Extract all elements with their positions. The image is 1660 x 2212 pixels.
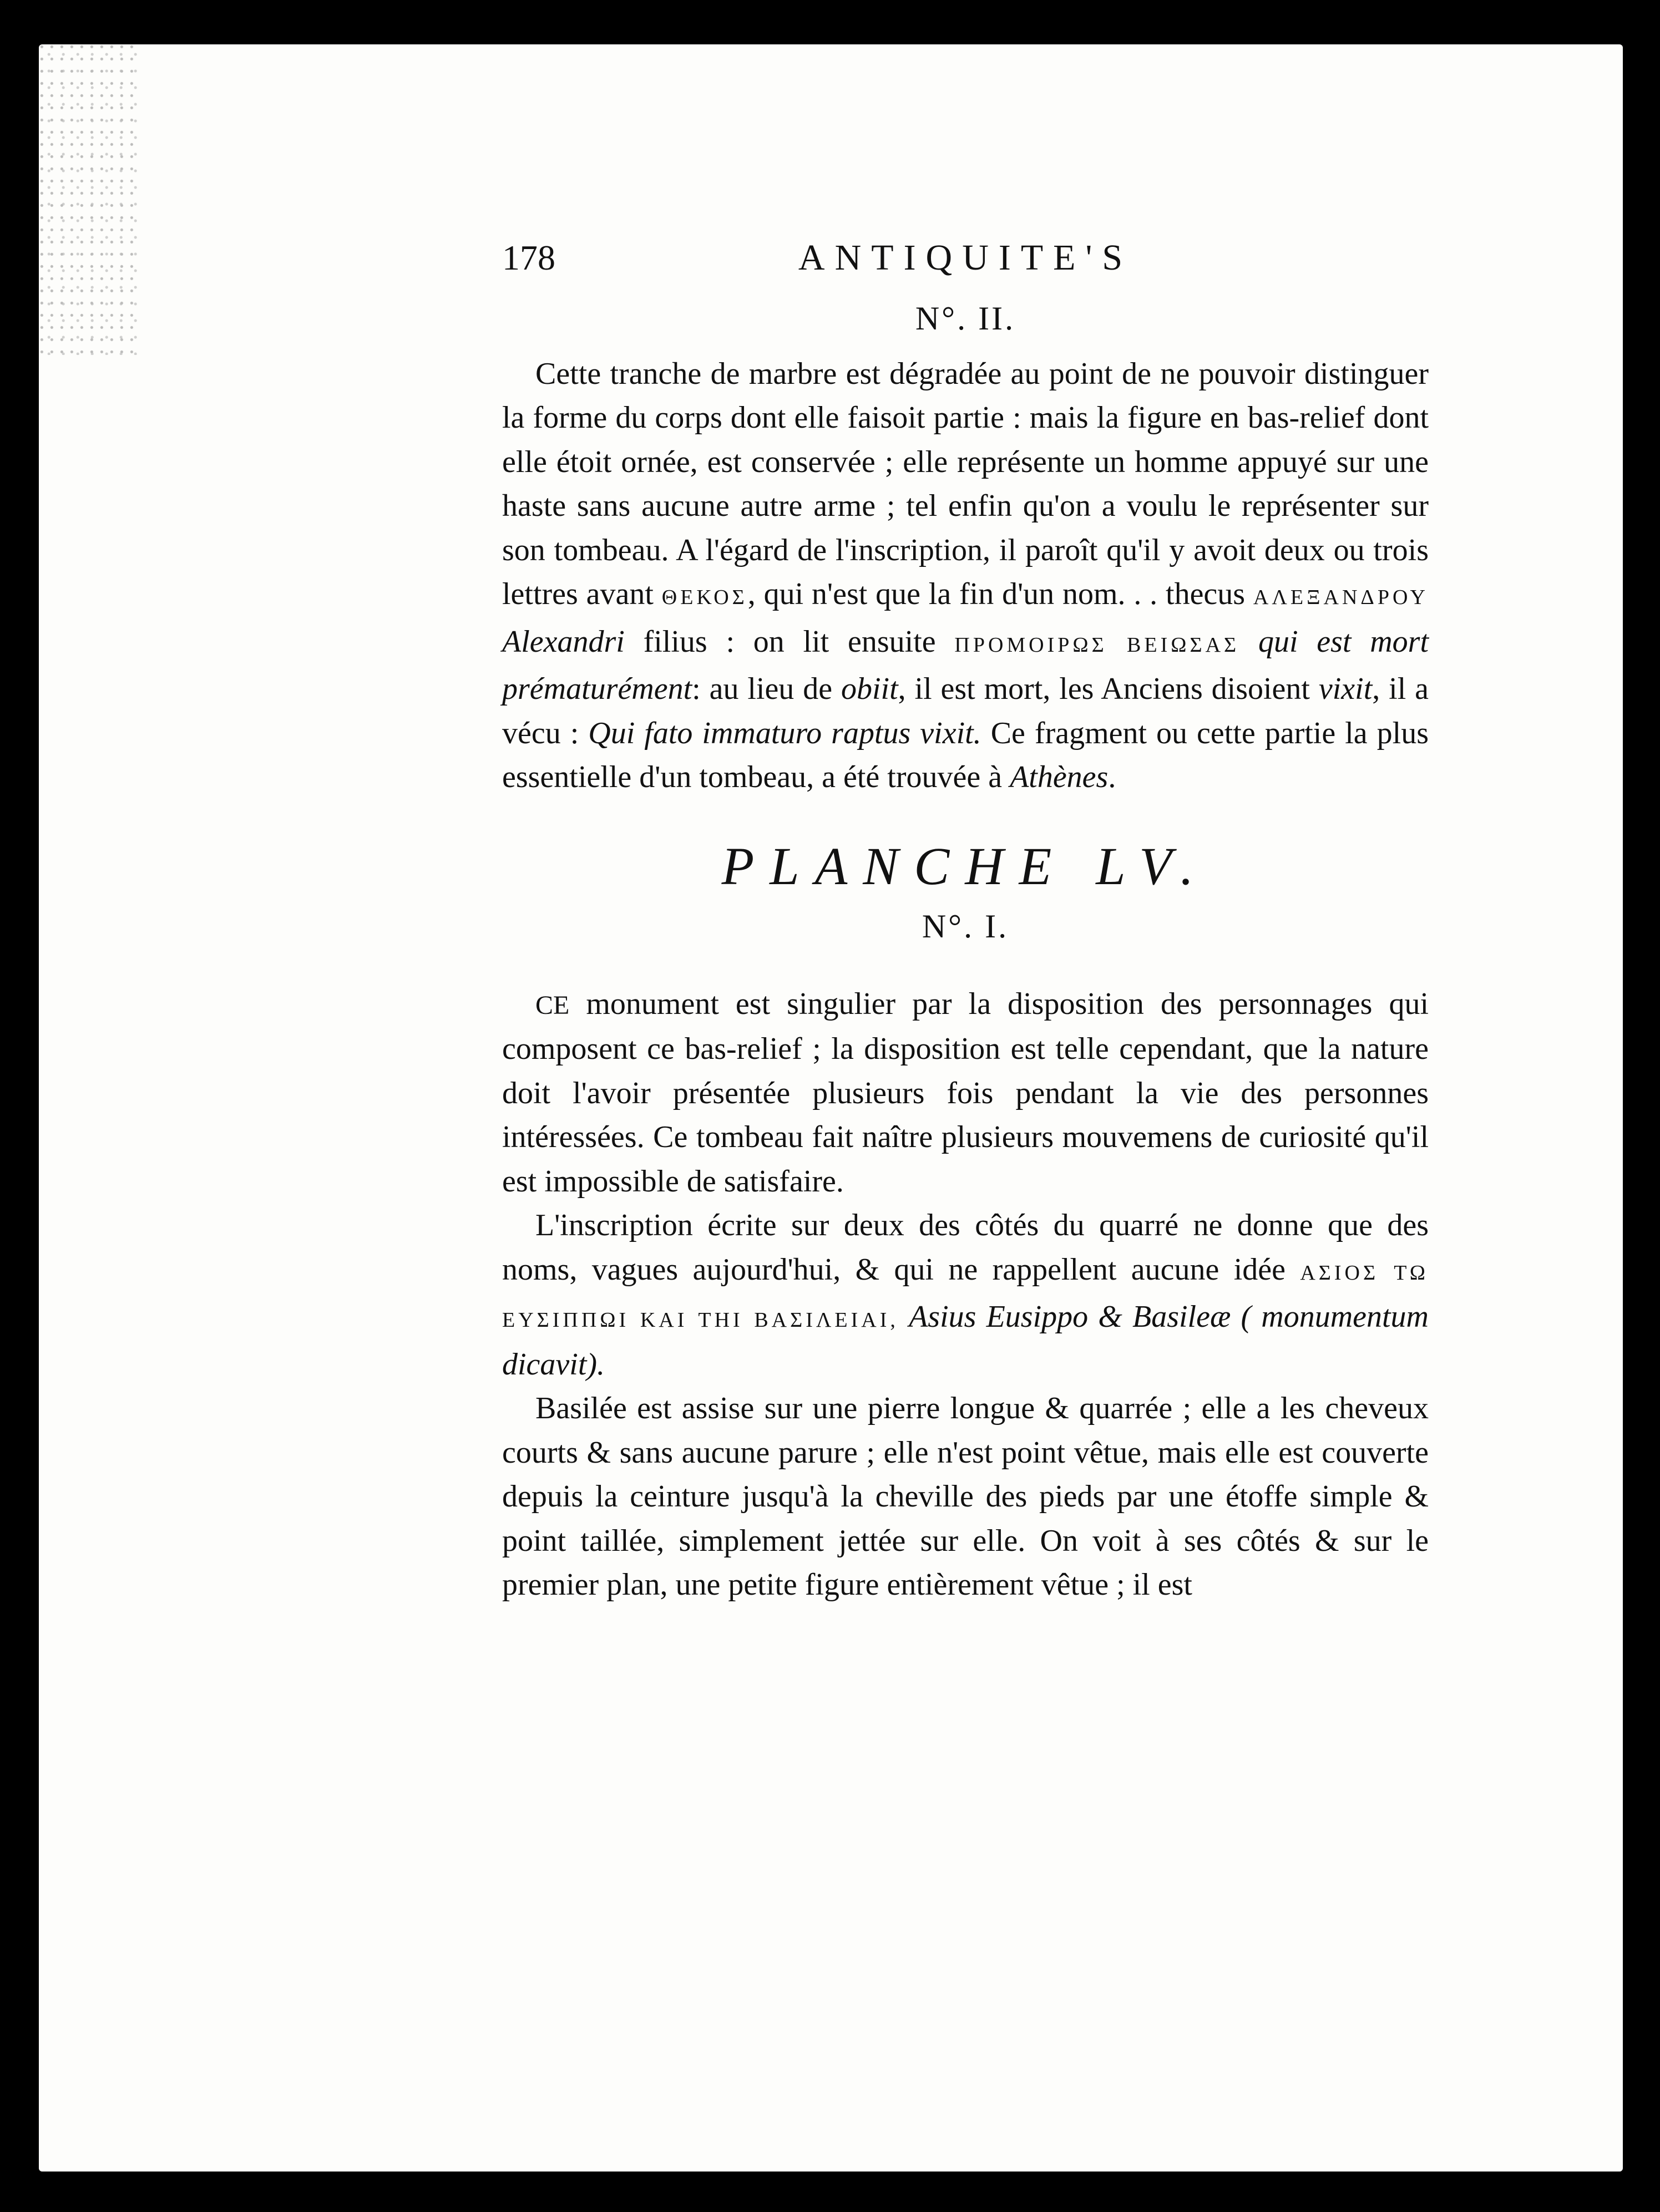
planche-title: PLANCHE LV. xyxy=(721,836,1209,896)
paragraph-1: Cette tranche de marbre est dégradée au point de ne pouvoir distinguer la forme du corps dont elle faisoit partie : mais la figure en bas-relief dont elle étoit ornée, est conservée ; elle représente un homme appuyé sur une haste sans aucune autre arme ; tel enfin qu'on a voulu le représenter sur son tombeau. A l'égard de l'inscription, il paroît qu'il y avoit deux ou trois lettres avant ΘΕΚΟΣ, qui n'est que la fin d'un nom. . . thecus ΑΛΕΞΑΝΔΡΟΥ Alexandri filius : on lit ensuite ΠΡΟΜΟΙΡΩΣ ΒΕΙΩΣΑΣ qui est mort prématurément: au lieu de obiit, il est mort, les Anciens disoient vixit, il a vécu : Qui fato immaturo raptus vixit. Ce fragment ou cette partie la plus essentielle d'un tombeau, a été trouvée à Athènes. xyxy=(502,356,1429,794)
greek-word-thekos: ΘΕΚΟΣ xyxy=(661,586,748,609)
running-title: ANTIQUITE'S xyxy=(798,237,1133,278)
paragraph-3: L'inscription écrite sur deux des côtés du quarré ne donne que des noms, vagues aujourd'hui, & qui ne rappellent aucune idée ΑΣΙΟΣ ΤΩ ΕΥΣΙΠΠΩΙ ΚΑΙ ΤΗΙ ΒΑΣΙΛΕΙΑΙ, Asius Eusippo & Basileæ ( monumentum dicavit). xyxy=(502,1208,1429,1382)
section-number-ii: N°. II. xyxy=(915,300,1016,337)
section-number-i: N°. I. xyxy=(922,908,1009,945)
book-page xyxy=(39,44,1623,2172)
page-header xyxy=(502,236,1429,291)
small-caps-opening: CE xyxy=(535,990,570,1020)
page-edge-speckle xyxy=(39,44,139,355)
paragraph-4: Basilée est assise sur une pierre longue & quarrée ; elle a les cheveux courts & sans aucune parure ; elle n'est point vêtue, mais elle est couverte depuis la ceinture jusqu'à la cheville des pieds par une étoffe simple & point taillée, simplement jettée sur elle. On voit à ses côtés & sur le premier plan, une petite figure entièrement vêtue ; il est xyxy=(502,1391,1429,1602)
greek-word-alexandrou: ΑΛΕΞΑΝΔΡΟΥ xyxy=(1253,586,1429,609)
greek-inscription: ΑΣΙΟΣ ΤΩ ΕΥΣΙΠΠΩΙ ΚΑΙ ΤΗΙ ΒΑΣΙΛΕΙΑΙ, xyxy=(502,1261,1429,1332)
page-number: 178 xyxy=(502,238,555,277)
latin-translation: Asius Eusippo & Basileæ ( monumentum dicavit). xyxy=(502,1300,1429,1382)
page-text xyxy=(502,236,1429,1607)
greek-phrase-promoiros: ΠΡΟΜΟΙΡΩΣ ΒΕΙΩΣΑΣ xyxy=(954,633,1240,657)
paragraph-2: CE monument est singulier par la disposition des personnages qui composent ce bas-relief ; la disposition est telle cependant, que la nature doit l'avoir présentée plusieurs fois pendant la vie des personnes intéressées. Ce tombeau fait naître plusieurs mouvemens de curiosité qu'il est impossible de satisfaire. xyxy=(502,986,1429,1199)
